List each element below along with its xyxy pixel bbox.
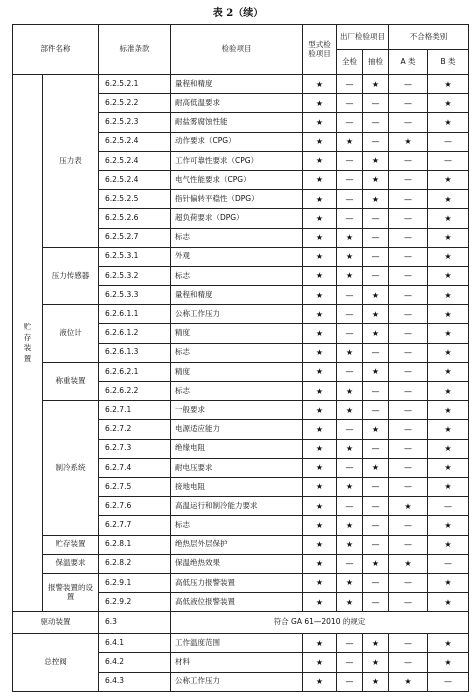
mark-type: ★ <box>303 170 337 189</box>
mark-b: ★ <box>428 305 469 324</box>
mark-a: — <box>389 190 428 209</box>
mark-full: ★ <box>337 439 363 458</box>
mark-a: — <box>389 151 428 170</box>
mark-type: ★ <box>303 75 337 94</box>
mark-sample: — <box>363 228 389 247</box>
mark-b: ★ <box>428 458 469 477</box>
mark-a: ★ <box>389 554 428 573</box>
mark-type: ★ <box>303 458 337 477</box>
mark-full: — <box>337 554 363 573</box>
mark-sample: — <box>363 132 389 151</box>
mark-type: ★ <box>303 634 337 653</box>
clause-cell: 6.2.6.1.2 <box>99 324 171 343</box>
clause-cell: 6.4.1 <box>99 634 171 653</box>
header-class-b: B 类 <box>428 50 469 75</box>
mark-a: — <box>389 420 428 439</box>
mark-a: — <box>389 593 428 612</box>
clause-cell: 6.2.6.1.1 <box>99 305 171 324</box>
mark-sample: ★ <box>363 75 389 94</box>
item-cell: 公称工作压力 <box>171 672 303 691</box>
mark-full: — <box>337 113 363 132</box>
mark-b: ★ <box>428 439 469 458</box>
subgroup-refrigeration: 制冷系统 <box>43 401 99 535</box>
clause-cell: 6.2.5.2.4 <box>99 132 171 151</box>
mark-full: ★ <box>337 266 363 285</box>
item-cell: 保温绝热效果 <box>171 554 303 573</box>
mark-a: — <box>389 266 428 285</box>
mark-a: ★ <box>389 672 428 691</box>
mark-full: — <box>337 305 363 324</box>
mark-sample: — <box>363 382 389 401</box>
mark-b: ★ <box>428 228 469 247</box>
mark-b: — <box>428 497 469 516</box>
header-type-test: 型式检验项目 <box>303 25 337 75</box>
group-storage-label: 贮存装置 <box>23 322 32 363</box>
mark-sample: — <box>363 535 389 554</box>
drive-note: 符合 GA 61—2010 的规定 <box>171 612 469 634</box>
table-row <box>13 535 469 554</box>
mark-b: ★ <box>428 593 469 612</box>
mark-type: ★ <box>303 266 337 285</box>
subgroup-pressure-gauge: 压力表 <box>43 75 99 248</box>
item-cell: 量程和精度 <box>171 75 303 94</box>
mark-full: — <box>337 497 363 516</box>
clause-cell: 6.2.9.1 <box>99 573 171 592</box>
mark-a: — <box>389 382 428 401</box>
mark-sample: ★ <box>363 190 389 209</box>
table-row <box>13 554 469 573</box>
clause-cell: 6.2.6.2.2 <box>99 382 171 401</box>
item-cell: 公称工作压力 <box>171 305 303 324</box>
item-cell: 标志 <box>171 266 303 285</box>
mark-b: — <box>428 132 469 151</box>
clause-cell: 6.2.5.2.7 <box>99 228 171 247</box>
item-cell: 指针偏转平稳性（DPG） <box>171 190 303 209</box>
mark-full: ★ <box>337 132 363 151</box>
group-master-valve: 总控阀 <box>13 634 99 692</box>
mark-type: ★ <box>303 516 337 535</box>
mark-sample: — <box>363 209 389 228</box>
mark-full: ★ <box>337 401 363 420</box>
mark-sample: — <box>363 573 389 592</box>
item-cell: 外观 <box>171 247 303 266</box>
mark-a: — <box>389 477 428 496</box>
header-nonconformity: 不合格类别 <box>389 25 469 50</box>
mark-type: ★ <box>303 535 337 554</box>
group-drive: 驱动装置 <box>13 612 99 634</box>
item-cell: 标志 <box>171 228 303 247</box>
mark-type: ★ <box>303 477 337 496</box>
mark-sample: — <box>363 343 389 362</box>
mark-a: — <box>389 516 428 535</box>
header-factory-test: 出厂检验项目 <box>337 25 389 50</box>
mark-full: — <box>337 362 363 381</box>
clause-cell: 6.4.2 <box>99 653 171 672</box>
mark-sample: — <box>363 94 389 113</box>
mark-type: ★ <box>303 305 337 324</box>
table-row <box>13 573 469 592</box>
item-cell: 接地电阻 <box>171 477 303 496</box>
mark-a: — <box>389 362 428 381</box>
header-part-name: 部件名称 <box>13 25 99 75</box>
item-cell: 高温运行和制冷能力要求 <box>171 497 303 516</box>
mark-a: — <box>389 170 428 189</box>
mark-a: — <box>389 458 428 477</box>
mark-b: ★ <box>428 653 469 672</box>
mark-b: ★ <box>428 190 469 209</box>
mark-sample: ★ <box>363 554 389 573</box>
mark-full: — <box>337 75 363 94</box>
mark-type: ★ <box>303 653 337 672</box>
mark-type: ★ <box>303 382 337 401</box>
mark-a: — <box>389 113 428 132</box>
mark-b: ★ <box>428 75 469 94</box>
mark-type: ★ <box>303 132 337 151</box>
mark-b: ★ <box>428 477 469 496</box>
mark-full: — <box>337 458 363 477</box>
mark-b: ★ <box>428 94 469 113</box>
mark-b: ★ <box>428 535 469 554</box>
mark-type: ★ <box>303 497 337 516</box>
item-cell: 高低液位报警装置 <box>171 593 303 612</box>
mark-b: — <box>428 554 469 573</box>
mark-sample: ★ <box>363 170 389 189</box>
mark-sample: ★ <box>363 151 389 170</box>
subgroup-weighing: 称重装置 <box>43 362 99 400</box>
item-cell: 标志 <box>171 516 303 535</box>
mark-b: ★ <box>428 209 469 228</box>
item-cell: 工作温度范围 <box>171 634 303 653</box>
mark-type: ★ <box>303 324 337 343</box>
mark-sample: ★ <box>363 324 389 343</box>
mark-full: ★ <box>337 382 363 401</box>
mark-sample: — <box>363 247 389 266</box>
table-caption: 表 2（续） <box>212 8 264 19</box>
mark-a: — <box>389 653 428 672</box>
table-row <box>13 362 469 381</box>
header-class-a: A 类 <box>389 50 428 75</box>
mark-a: — <box>389 94 428 113</box>
mark-a: — <box>389 439 428 458</box>
mark-sample: ★ <box>363 420 389 439</box>
mark-type: ★ <box>303 420 337 439</box>
table-row <box>13 612 469 634</box>
mark-a: — <box>389 634 428 653</box>
item-cell: 电源适应能力 <box>171 420 303 439</box>
mark-b: ★ <box>428 573 469 592</box>
mark-type: ★ <box>303 94 337 113</box>
mark-b: ★ <box>428 324 469 343</box>
clause-cell: 6.2.6.2.1 <box>99 362 171 381</box>
header-full-test: 全检 <box>337 50 363 75</box>
mark-full: — <box>337 634 363 653</box>
table-row <box>13 305 469 324</box>
mark-full: ★ <box>337 573 363 592</box>
mark-a: — <box>389 573 428 592</box>
mark-type: ★ <box>303 113 337 132</box>
mark-full: — <box>337 286 363 305</box>
clause-cell: 6.2.8.1 <box>99 535 171 554</box>
mark-a: — <box>389 228 428 247</box>
mark-a: — <box>389 247 428 266</box>
mark-sample: ★ <box>363 634 389 653</box>
header-clause: 标准条款 <box>99 25 171 75</box>
mark-full: — <box>337 170 363 189</box>
mark-type: ★ <box>303 228 337 247</box>
mark-full: — <box>337 420 363 439</box>
mark-type: ★ <box>303 401 337 420</box>
item-cell: 标志 <box>171 382 303 401</box>
subgroup-pressure-sensor: 压力传感器 <box>43 247 99 305</box>
clause-cell: 6.2.7.1 <box>99 401 171 420</box>
clause-cell: 6.2.5.3.1 <box>99 247 171 266</box>
subgroup-storage-device: 贮存装置 <box>43 535 99 554</box>
table-row <box>13 401 469 420</box>
mark-sample: ★ <box>363 286 389 305</box>
mark-full: — <box>337 209 363 228</box>
clause-cell: 6.2.5.2.6 <box>99 209 171 228</box>
clause-cell: 6.2.5.2.5 <box>99 190 171 209</box>
item-cell: 精度 <box>171 362 303 381</box>
clause-cell: 6.4.3 <box>99 672 171 691</box>
mark-full: — <box>337 151 363 170</box>
mark-sample: ★ <box>363 458 389 477</box>
item-cell: 量程和精度 <box>171 286 303 305</box>
mark-full: ★ <box>337 516 363 535</box>
mark-type: ★ <box>303 209 337 228</box>
clause-cell: 6.2.7.6 <box>99 497 171 516</box>
mark-b: — <box>428 672 469 691</box>
clause-cell: 6.2.5.3.2 <box>99 266 171 285</box>
mark-a: — <box>389 343 428 362</box>
mark-type: ★ <box>303 343 337 362</box>
subgroup-level-gauge: 液位计 <box>43 305 99 363</box>
table-row <box>13 247 469 266</box>
mark-b: ★ <box>428 286 469 305</box>
mark-full: — <box>337 324 363 343</box>
mark-full: ★ <box>337 247 363 266</box>
table-body <box>13 75 469 692</box>
clause-cell: 6.2.5.2.3 <box>99 113 171 132</box>
group-storage <box>13 75 43 612</box>
mark-b: — <box>428 151 469 170</box>
mark-a: — <box>389 75 428 94</box>
mark-sample: ★ <box>363 672 389 691</box>
mark-b: ★ <box>428 170 469 189</box>
mark-full: — <box>337 672 363 691</box>
mark-b: ★ <box>428 343 469 362</box>
mark-type: ★ <box>303 151 337 170</box>
mark-full: — <box>337 190 363 209</box>
clause-cell: 6.2.5.2.2 <box>99 94 171 113</box>
mark-sample: — <box>363 497 389 516</box>
clause-cell: 6.2.7.3 <box>99 439 171 458</box>
mark-a: ★ <box>389 132 428 151</box>
item-cell: 耐高低温要求 <box>171 94 303 113</box>
mark-full: ★ <box>337 228 363 247</box>
mark-a: — <box>389 401 428 420</box>
mark-type: ★ <box>303 362 337 381</box>
item-cell: 高低压力报警装置 <box>171 573 303 592</box>
mark-sample: ★ <box>363 362 389 381</box>
subgroup-alarm: 报警装置的设置 <box>43 573 99 611</box>
mark-full: ★ <box>337 593 363 612</box>
header-item: 检验项目 <box>171 25 303 75</box>
mark-type: ★ <box>303 247 337 266</box>
mark-sample: — <box>363 266 389 285</box>
inspection-table <box>12 24 469 692</box>
item-cell: 耐盐雾腐蚀性能 <box>171 113 303 132</box>
item-cell: 电气性能要求（CPG） <box>171 170 303 189</box>
clause-cell: 6.2.7.2 <box>99 420 171 439</box>
mark-a: ★ <box>389 497 428 516</box>
mark-type: ★ <box>303 286 337 305</box>
item-cell: 标志 <box>171 343 303 362</box>
mark-type: ★ <box>303 573 337 592</box>
mark-sample: — <box>363 113 389 132</box>
item-cell: 一般要求 <box>171 401 303 420</box>
mark-b: ★ <box>428 401 469 420</box>
item-cell: 工作可靠性要求（CPG） <box>171 151 303 170</box>
mark-full: — <box>337 94 363 113</box>
mark-sample: — <box>363 439 389 458</box>
item-cell: 绝热层外层保护 <box>171 535 303 554</box>
mark-b: ★ <box>428 420 469 439</box>
table-row <box>13 634 469 653</box>
subgroup-insulation: 保温要求 <box>43 554 99 573</box>
mark-sample: ★ <box>363 305 389 324</box>
clause-cell: 6.2.9.2 <box>99 593 171 612</box>
clause-cell: 6.2.5.3.3 <box>99 286 171 305</box>
mark-sample: ★ <box>363 653 389 672</box>
clause-cell: 6.2.6.1.3 <box>99 343 171 362</box>
mark-sample: — <box>363 477 389 496</box>
mark-a: — <box>389 535 428 554</box>
mark-a: — <box>389 209 428 228</box>
item-cell: 耐电压要求 <box>171 458 303 477</box>
mark-type: ★ <box>303 439 337 458</box>
item-cell: 绝缘电阻 <box>171 439 303 458</box>
clause-cell: 6.2.5.2.4 <box>99 170 171 189</box>
mark-b: ★ <box>428 113 469 132</box>
mark-full: — <box>337 653 363 672</box>
mark-type: ★ <box>303 554 337 573</box>
mark-sample: — <box>363 401 389 420</box>
item-cell: 动作要求（CPG） <box>171 132 303 151</box>
mark-b: ★ <box>428 362 469 381</box>
mark-sample: — <box>363 516 389 535</box>
mark-a: — <box>389 305 428 324</box>
mark-full: ★ <box>337 535 363 554</box>
mark-b: ★ <box>428 247 469 266</box>
mark-type: ★ <box>303 190 337 209</box>
table-row <box>13 75 469 94</box>
item-cell: 超负荷要求（DPG） <box>171 209 303 228</box>
mark-a: — <box>389 286 428 305</box>
clause-cell: 6.2.8.2 <box>99 554 171 573</box>
clause-cell: 6.2.5.2.4 <box>99 151 171 170</box>
mark-sample: — <box>363 593 389 612</box>
mark-b: ★ <box>428 516 469 535</box>
mark-a: — <box>389 324 428 343</box>
clause-cell: 6.2.7.7 <box>99 516 171 535</box>
mark-type: ★ <box>303 593 337 612</box>
mark-b: ★ <box>428 382 469 401</box>
mark-b: ★ <box>428 266 469 285</box>
mark-type: ★ <box>303 672 337 691</box>
mark-full: ★ <box>337 477 363 496</box>
item-cell: 精度 <box>171 324 303 343</box>
clause-cell: 6.2.5.2.1 <box>99 75 171 94</box>
clause-cell: 6.2.7.5 <box>99 477 171 496</box>
mark-b: ★ <box>428 634 469 653</box>
header-sample-test: 抽检 <box>363 50 389 75</box>
clause-cell: 6.2.7.4 <box>99 458 171 477</box>
clause-cell: 6.3 <box>99 612 171 634</box>
mark-full: ★ <box>337 343 363 362</box>
item-cell: 材料 <box>171 653 303 672</box>
